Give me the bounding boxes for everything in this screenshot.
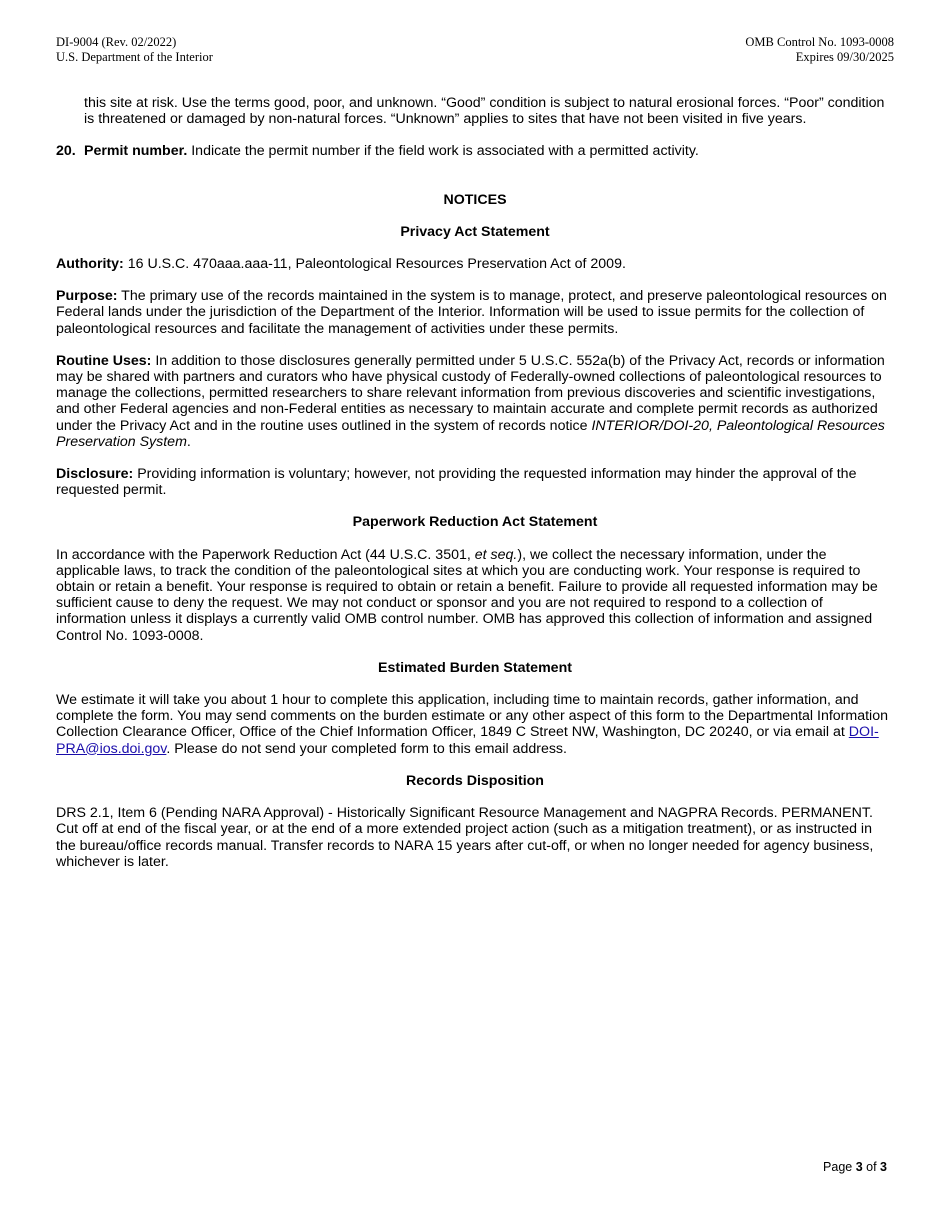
- document-body: [56, 95, 894, 870]
- routine-uses-text: In addition to those disclosures generally permitted under 5 U.S.C. 552a(b) of the Privacy Act, records or information may be shared with partners and curators who have physical custody of Federally-owned collections of paleontological resources to manage the collections, permitted researchers to share relevant information from previous discoveries and scientific investigations, and other Federal agencies and non-Federal entities as necessary to maintain accurate and complete permit records as authorized under the Privacy Act and in the routine uses outlined in the system of records notice: [56, 352, 885, 434]
- omb-control-number: OMB Control No. 1093-0008: [745, 35, 894, 49]
- item-19-continuation: this site at risk. Use the terms good, poor, and unknown. “Good” condition is subject to natural erosional forces. “Poor” condition is threatened or damaged by non-natural forces. “Unknown” applies to sites that have not been visited in five years.: [84, 95, 885, 128]
- burden-statement-paragraph: [56, 692, 894, 757]
- purpose-label: Purpose:: [56, 288, 118, 305]
- of-word: of: [862, 1160, 881, 1174]
- authority-label: Authority:: [56, 256, 124, 273]
- item-20: [56, 143, 894, 159]
- disclosure-paragraph: [56, 466, 894, 498]
- paperwork-text-a: In accordance with the Paperwork Reduction Act (44 U.S.C. 3501,: [56, 546, 475, 563]
- et-seq: et seq.: [474, 546, 518, 563]
- item-20-text: Indicate the permit number if the field work is associated with a permitted activity.: [187, 143, 699, 160]
- disclosure-text: Providing information is voluntary; however, not providing the requested information may hinder the approval of the requested permit.: [56, 466, 857, 499]
- purpose-paragraph: [56, 288, 894, 337]
- header-right: [745, 35, 894, 65]
- total-pages: 3: [880, 1160, 887, 1174]
- privacy-act-title: Privacy Act Statement: [400, 223, 550, 240]
- page-number: [823, 1160, 887, 1174]
- expiration-date: Expires 09/30/2025: [795, 50, 894, 64]
- authority-text: 16 U.S.C. 470aaa.aaa-11, Paleontological Resources Preservation Act of 2009.: [123, 256, 626, 273]
- item-20-number: 20.: [56, 143, 76, 160]
- form-id: DI-9004 (Rev. 02/2022): [56, 35, 177, 49]
- routine-uses-end: .: [186, 433, 191, 450]
- header-left: [56, 35, 213, 65]
- burden-statement-title: Estimated Burden Statement: [378, 659, 572, 676]
- routine-uses-label: Routine Uses:: [56, 352, 152, 369]
- page-word: Page: [823, 1160, 856, 1174]
- records-disposition-paragraph: DRS 2.1, Item 6 (Pending NARA Approval) - Historically Significant Resource Management and NAGPRA Records. PERMANENT. Cut off at end of the fiscal year, or at the end of a more extended project action (such as a mitigation treatment), or as instructed in the bureau/office records manual. Transfer records to NARA 15 years after cut-off, or when no longer needed for agency business, whichever is later.: [56, 805, 874, 870]
- item-20-label: Permit number.: [84, 143, 188, 160]
- email-link[interactable]: DOI-PRA@ios.doi.gov: [56, 724, 879, 757]
- current-page: 3: [855, 1160, 863, 1174]
- notices-title: NOTICES: [443, 191, 507, 208]
- paperwork-reduction-title: Paperwork Reduction Act Statement: [352, 514, 598, 531]
- agency-name: U.S. Department of the Interior: [56, 50, 213, 64]
- paperwork-reduction-paragraph: [56, 547, 894, 644]
- disclosure-label: Disclosure:: [56, 466, 134, 483]
- paperwork-text-b: ), we collect the necessary information, under the applicable laws, to track the condition of the paleontological sites at which you are conducting work. Your response is required to obtain or retain a benefit. Your response is required to obtain or retain a benefit. Failure to provide all requested information may be sufficient cause to deny the request. We may not conduct or sponsor and you are not required to respond to a collection of information unless it displays a currently valid OMB control number. OMB has approved this collection of information and assigned Control No. 1093-0008.: [56, 546, 878, 644]
- system-of-records-notice: INTERIOR/DOI-20, Paleontological Resources Preservation System: [56, 417, 885, 450]
- purpose-text: The primary use of the records maintained in the system is to manage, protect, and preserve paleontological resources on Federal lands under the jurisdiction of the Department of the Interior. Information will be used to issue permits for the collection of paleontological resources and facilitate the management of activities under these permits.: [56, 288, 887, 337]
- authority-paragraph: [56, 256, 894, 272]
- burden-text-b: . Please do not send your completed form to this email address.: [166, 740, 567, 757]
- records-disposition-title: Records Disposition: [406, 772, 544, 789]
- routine-uses-paragraph: [56, 353, 894, 450]
- burden-text-a: We estimate it will take you about 1 hour to complete this application, including time to maintain records, gather information, and complete the form. You may send comments on the burden estimate or any other aspect of this form to the Departmental Information Collection Clearance Officer, Office of the Chief Information Officer, 1849 C Street NW, Washington, DC 20240, or via email at: [56, 692, 888, 741]
